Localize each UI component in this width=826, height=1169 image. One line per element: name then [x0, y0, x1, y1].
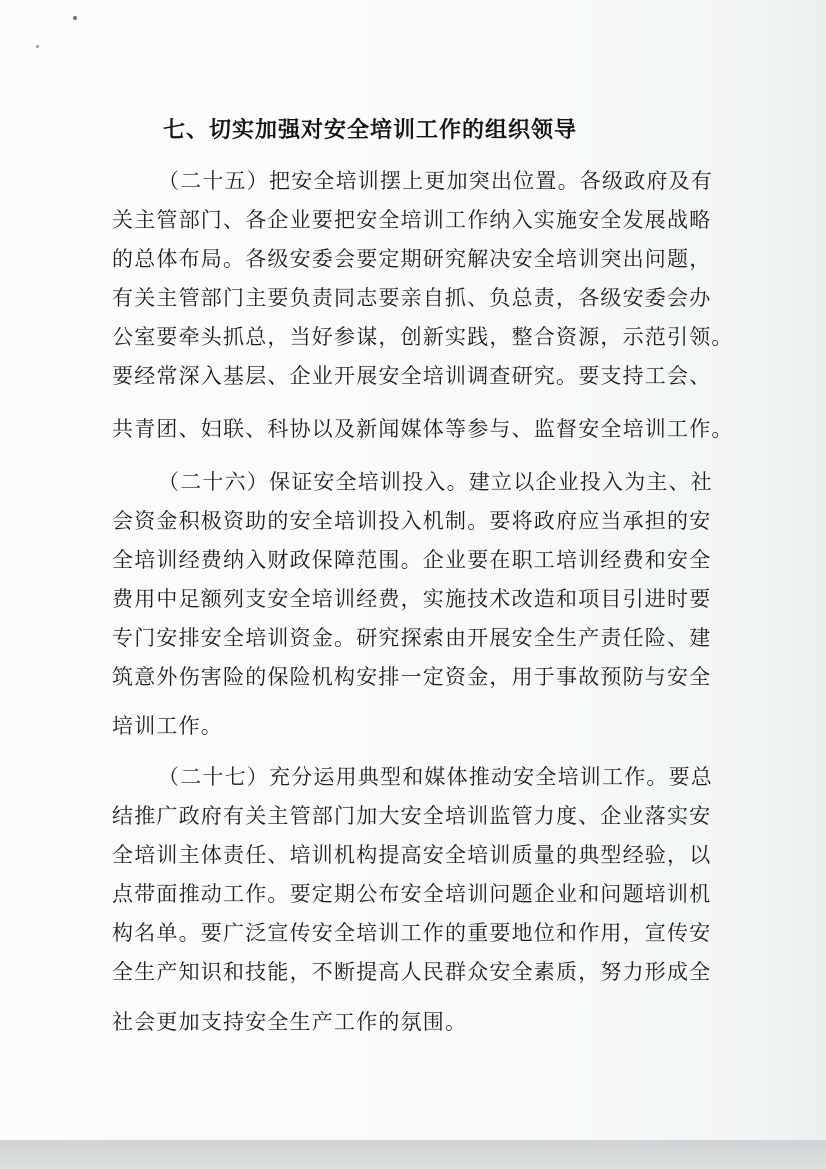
paragraph-27-line-2: 结推广政府有关主管部门加大安全培训监管力度、企业落实安 — [112, 804, 712, 828]
paragraph-26-line-6: 筑意外伤害险的保险机构安排一定资金，用于事故预防与安全 — [112, 665, 712, 689]
paragraph-27-line-3: 全培训主体责任、培训机构提高安全培训质量的典型经验，以 — [112, 843, 712, 867]
paragraph-25-line-4: 有关主管部门主要负责同志要亲自抓、负总责，各级安委会办 — [112, 286, 712, 310]
speck-mark — [73, 16, 77, 20]
paragraph-26-line-2: 会资金积极资助的安全培训投入机制。要将政府应当承担的安 — [112, 509, 712, 533]
paragraph-25-line-6: 要经常深入基层、企业开展安全培训调查研究。要支持工会、 — [112, 364, 712, 388]
paragraph-27-line-6: 全生产知识和技能，不断提高人民群众安全素质，努力形成全 — [112, 960, 712, 984]
scan-bottom-margin — [0, 1140, 826, 1169]
paragraph-26-line-7: 培训工作。 — [112, 714, 223, 738]
paragraph-27-line-5: 构名单。要广泛宣传安全培训工作的重要地位和作用，宣传安 — [112, 921, 712, 945]
paragraph-26-line-1: （二十六）保证安全培训投入。建立以企业投入为主、社 — [158, 470, 713, 494]
paragraph-25-line-7: 共青团、妇联、科协以及新闻媒体等参与、监督安全培训工作。 — [112, 417, 734, 441]
paragraph-27-line-1: （二十七）充分运用典型和媒体推动安全培训工作。要总 — [158, 765, 713, 789]
paragraph-26-line-4: 费用中足额列支安全培训经费，实施技术改造和项目引进时要 — [112, 587, 712, 611]
paragraph-26-line-3: 全培训经费纳入财政保障范围。企业要在职工培训经费和安全 — [112, 548, 712, 572]
paragraph-27-line-7: 社会更加支持安全生产工作的氛围。 — [112, 1010, 468, 1034]
paragraph-25-line-1: （二十五）把安全培训摆上更加突出位置。各级政府及有 — [158, 169, 713, 193]
section-heading: 七、切实加强对安全培训工作的组织领导 — [163, 117, 578, 143]
paragraph-26-line-5: 专门安排安全培训资金。研究探索由开展安全生产责任险、建 — [112, 626, 712, 650]
paragraph-25-line-2: 关主管部门、各企业要把安全培训工作纳入实施安全发展战略 — [112, 208, 712, 232]
paragraph-25-line-5: 公室要牵头抓总，当好参谋，创新实践，整合资源，示范引领。 — [112, 325, 734, 349]
paragraph-27-line-4: 点带面推动工作。要定期公布安全培训问题企业和问题培训机 — [112, 882, 712, 906]
paragraph-25-line-3: 的总体布局。各级安委会要定期研究解决安全培训突出问题， — [112, 247, 712, 271]
speck-mark — [36, 45, 39, 48]
